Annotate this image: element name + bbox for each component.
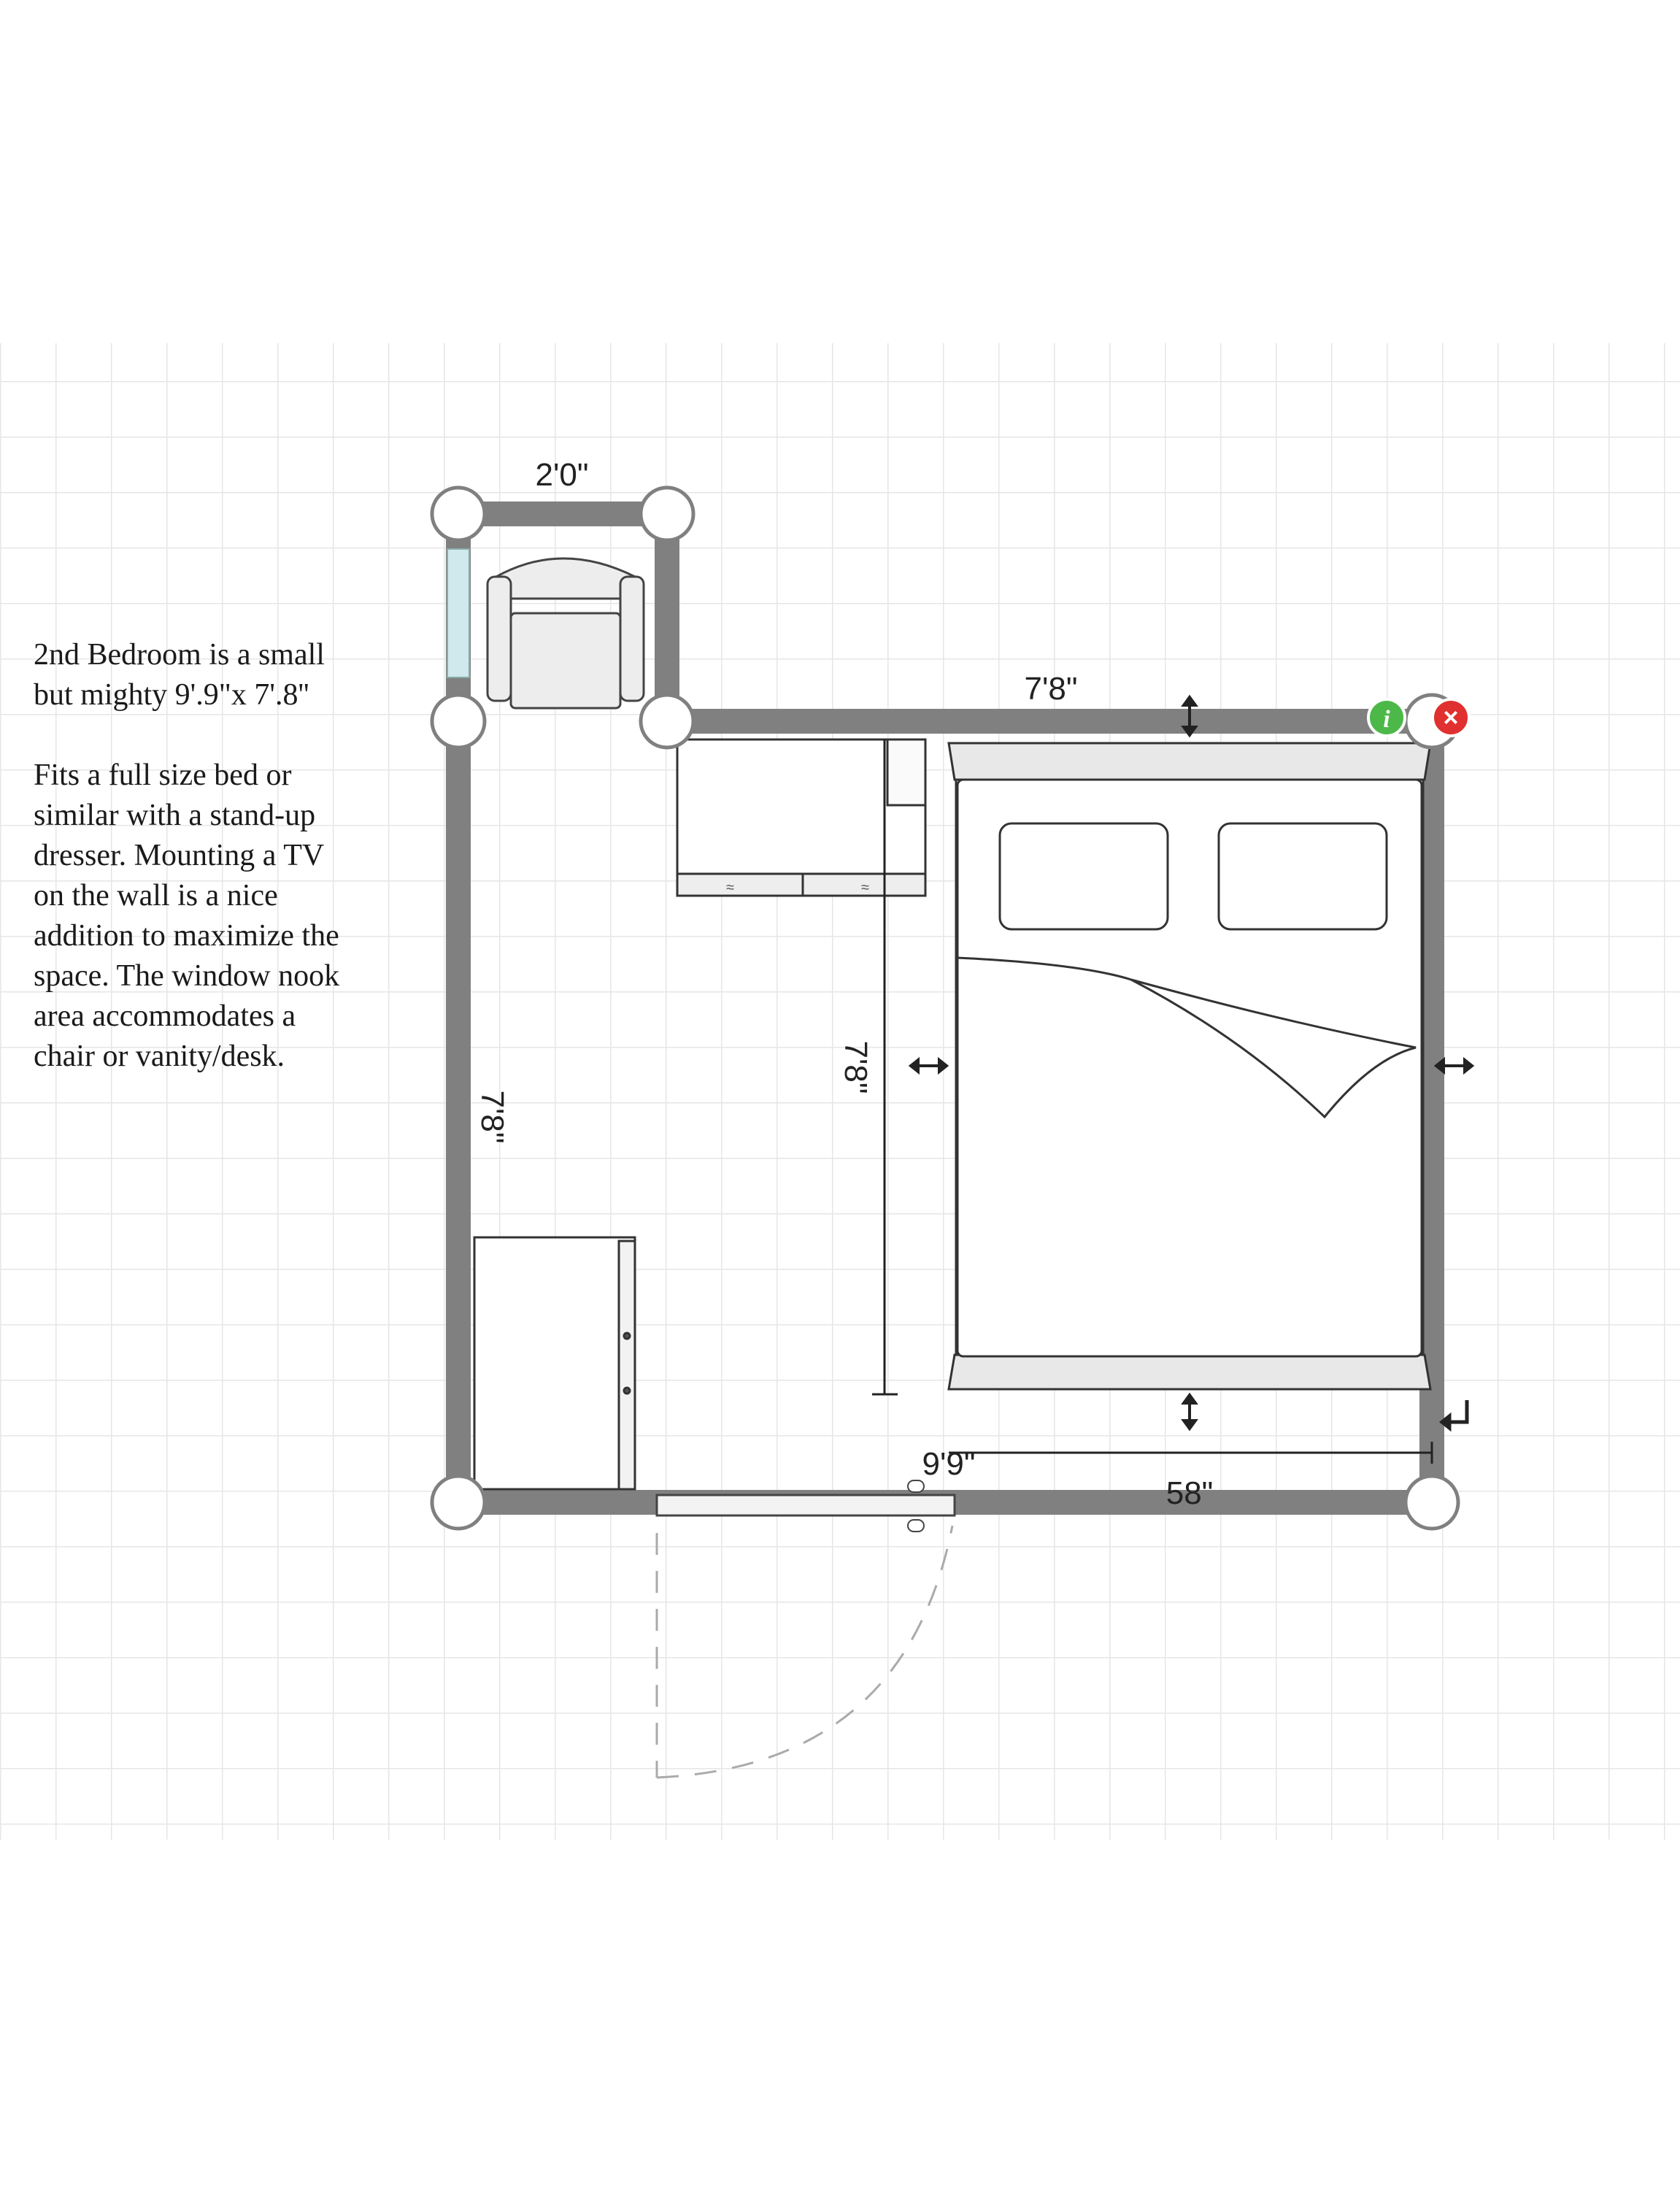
window[interactable] — [447, 549, 469, 677]
bed-headboard — [949, 743, 1430, 780]
left-wall-label: 7'8" — [474, 1090, 510, 1144]
description-body: Fits a full size bed or similar with a stand-up dresser. Mounting a TV on the wall is a nice addition to maximize the space. The window nook area accommodates a chair or vanity/desk. — [34, 758, 340, 1073]
svg-text:≈: ≈ — [726, 880, 734, 896]
tall-dresser[interactable] — [474, 1237, 635, 1489]
corner-handle-nook-bottom-left[interactable] — [432, 695, 485, 748]
door-panel — [657, 1495, 955, 1515]
bed-footboard — [949, 1355, 1430, 1389]
info-icon[interactable] — [1368, 699, 1405, 736]
svg-text:i: i — [1383, 706, 1390, 733]
corner-handle-nook-top-left[interactable] — [432, 488, 485, 540]
svg-text:≈: ≈ — [861, 880, 869, 896]
description-heading: 2nd Bedroom is a small but mighty 9'.9"x 7'.8'' — [34, 638, 325, 712]
room-description — [34, 635, 340, 1117]
corner-handle-nook-bottom-right[interactable] — [641, 695, 693, 748]
door-handle — [908, 1520, 924, 1532]
svg-text:×: × — [1443, 702, 1459, 732]
pillow-left — [1000, 823, 1168, 929]
full-bed[interactable] — [949, 743, 1430, 1389]
room-width-label: 9'9" — [922, 1446, 976, 1482]
armchair[interactable] — [488, 558, 644, 708]
door-hinge — [908, 1480, 924, 1492]
corner-handle-nook-top-right[interactable] — [641, 488, 693, 540]
top-wall-label: 7'8" — [1024, 671, 1078, 707]
nook-width-label: 2'0" — [535, 457, 589, 493]
room-depth-label: 7'8" — [838, 1040, 874, 1094]
corner-handle-bottom-left[interactable] — [432, 1476, 485, 1529]
close-icon[interactable] — [1433, 699, 1469, 736]
corner-handle-bottom-right[interactable] — [1406, 1476, 1458, 1529]
dresser-tv[interactable] — [677, 739, 925, 896]
pillow-right — [1219, 823, 1387, 929]
bed-width-label: 58" — [1165, 1475, 1214, 1511]
